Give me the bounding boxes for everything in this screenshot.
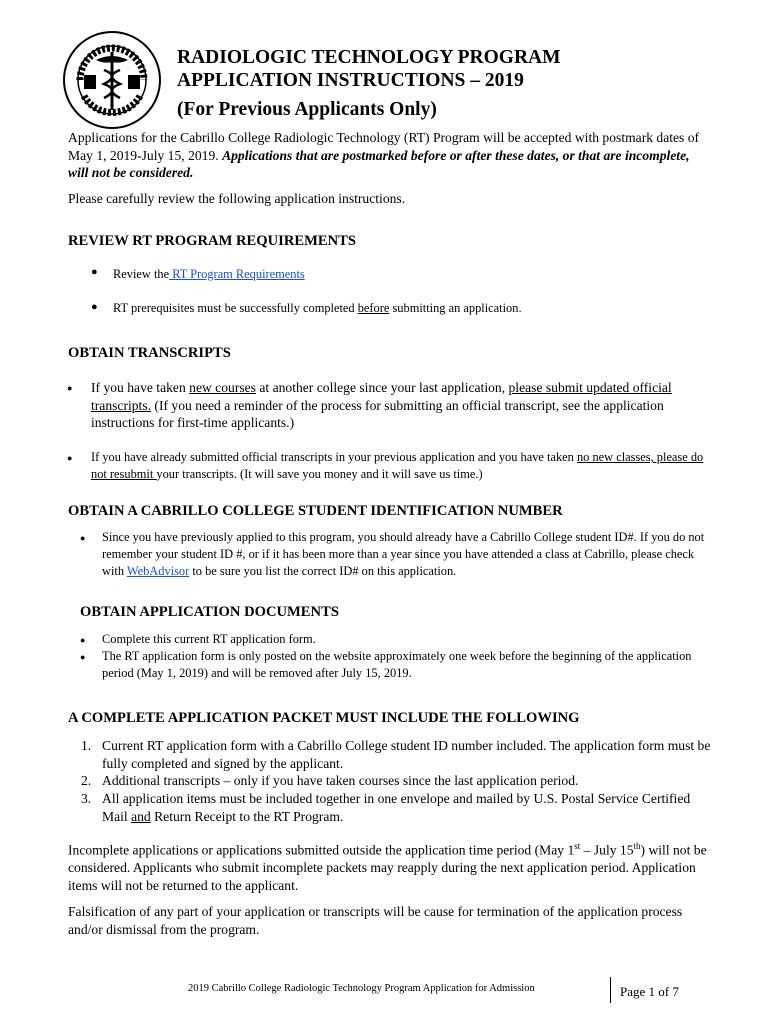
review-item-2: RT prerequisites must be successfully completed before submitting an application. [113,301,522,315]
webadvisor-link[interactable]: WebAdvisor [126,564,190,578]
packet-item-1: Current RT application form with a Cabrillo College student ID number included. The application form must be fully completed and signed by the applicant. [102,738,711,771]
bullet: ● [67,383,73,393]
bullet: ● [91,301,98,313]
rt-program-requirements-link[interactable]: RT Program Requirements [169,267,305,281]
transcripts-item-1: If you have taken new courses at another college since your last application, please submit updated official transcripts. (If you need a reminder of the process for submitting an official transcript, see the application instructions for first-time applicants.) [91,380,672,430]
heading-student-id: OBTAIN A CABRILLO COLLEGE STUDENT IDENTIFICATION NUMBER [68,503,563,519]
heading-application-documents: OBTAIN APPLICATION DOCUMENTS [80,604,339,620]
footer-text: 2019 Cabrillo College Radiologic Technology Program Application for Admission [188,983,535,994]
packet-item-3: All application items must be included together in one envelope and mailed by U.S. Postal Service Certified Mail and Return Receipt to the RT Program. [102,791,691,824]
title-line-3: (For Previous Applicants Only) [177,99,437,120]
intro-paragraph [68,129,708,182]
heading-complete-packet: A COMPLETE APPLICATION PACKET MUST INCLUDE THE FOLLOWING [68,710,580,726]
cabrillo-college-logo [62,30,162,130]
bullet: ● [80,533,86,543]
packet-item-2-number: 2. [81,773,92,788]
incomplete-applications-paragraph: Incomplete applications or applications submitted outside the application time period (May 1st – July 15th) will not be considered. Applicants who submit incomplete packets may reapply during the next application period. Application items will not be returned to the applicant. [68,841,707,893]
footer-divider [610,977,611,1003]
packet-item-1-number: 1. [81,738,92,753]
docs-item-1: Complete this current RT application form. [102,632,316,646]
docs-item-2: The RT application form is only posted on the website approximately one week before the beginning of the application period (May 1, 2019) and will be removed after July 15, 2019. [102,649,692,680]
student-id-item: Since you have previously applied to this program, you should already have a Cabrillo College student ID#. If you do not remember your student ID #, or if it has been more than a year since you have attended a class at Cabrillo, please check with WebAdvisor to be sure you list the correct ID# on this application. [102,530,705,578]
transcripts-item-2: If you have already submitted official transcripts in your previous application and you have taken no new classes, please do not resubmit your transcripts. (It will save you money and it will save us time.) [91,450,704,481]
intro-emphasis: Applications that are postmarked before or after these dates, or that are incomplete, will not be considered. [68,147,690,180]
falsification-paragraph: Falsification of any part of your application or transcripts will be cause for termination of the application process and/or dismissal from the program. [68,904,683,937]
title-line-2: APPLICATION INSTRUCTIONS – 2019 [177,70,524,91]
page-number: Page 1 of 7 [620,984,679,999]
heading-review-requirements: REVIEW RT PROGRAM REQUIREMENTS [68,233,357,249]
bullet: ● [80,635,86,645]
heading-obtain-transcripts: OBTAIN TRANSCRIPTS [68,345,231,361]
title-line-1: RADIOLOGIC TECHNOLOGY PROGRAM [177,47,561,68]
packet-item-3-number: 3. [81,791,92,806]
review-item-1: Review the RT Program Requirements [113,267,305,281]
bullet: ● [80,652,86,662]
bullet: ● [67,453,73,463]
packet-item-2: Additional transcripts – only if you have taken courses since the last application period. [102,773,579,788]
bullet: ● [91,266,98,278]
review-instructions-line: Please carefully review the following application instructions. [68,191,406,206]
intro-text: Applications for the Cabrillo College Radiologic Technology (RT) Program will be accepted with postmark dates of May 1, 2019-July 15, 2019. [68,130,700,163]
